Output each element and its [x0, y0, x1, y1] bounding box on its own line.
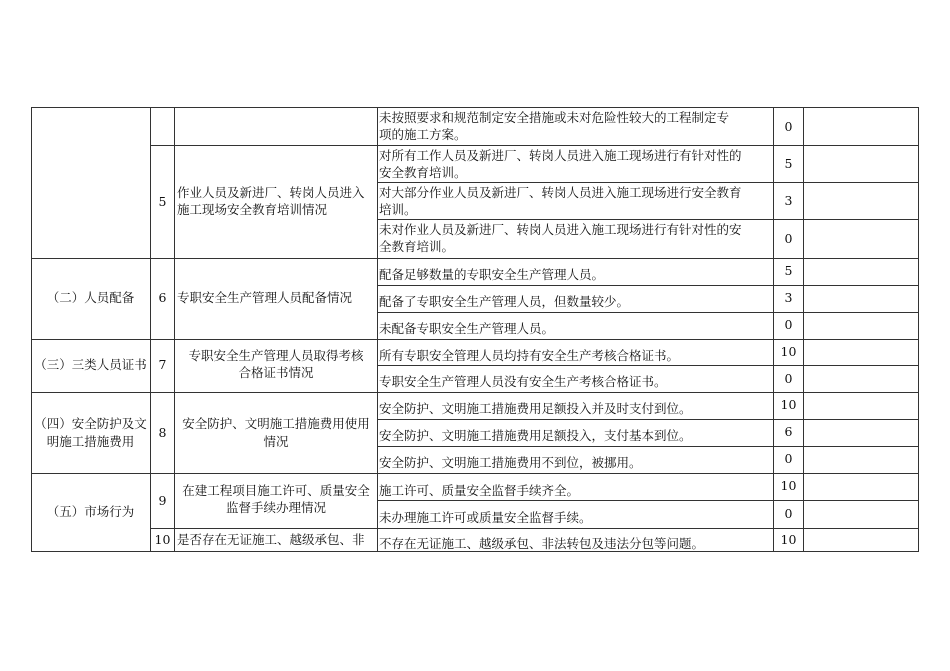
criteria-text: 未配备专职安全生产管理人员。: [379, 321, 555, 336]
item-description: 监督手续办理情况: [225, 500, 326, 515]
criteria-text: 未办理施工许可或质量安全监督手续。: [379, 510, 592, 525]
criteria-text: 项的施工方案。: [379, 127, 467, 142]
grid-line: [377, 219, 919, 220]
criteria-text: 安全教育培训。: [379, 165, 467, 180]
criteria-text: 安全防护、文明施工措施费用不到位，被挪用。: [379, 455, 642, 470]
item-description: 是否存在无证施工、越级承包、非: [177, 532, 365, 547]
score-cell: 3: [784, 193, 793, 208]
criteria-text: 配备了专职安全生产管理人员，但数量较少。: [379, 294, 630, 309]
criteria-text: 不存在无证施工、越级承包、非法转包及违法分包等问题。: [379, 536, 705, 551]
grid-line: [150, 528, 919, 529]
score-cell: 0: [784, 317, 793, 332]
criteria-text: 施工许可、质量安全监督手续齐全。: [379, 483, 580, 498]
score-cell: 10: [780, 344, 797, 359]
item-description: 专职安全生产管理人员取得考核: [188, 348, 364, 363]
category-label: （五）市场行为: [46, 504, 135, 519]
grid-line: [377, 419, 919, 420]
criteria-text: 安全防护、文明施工措施费用足额投入，支付基本到位。: [379, 428, 692, 443]
item-description: 作业人员及新进厂、转岗人员进入: [177, 185, 365, 200]
score-cell: 5: [784, 156, 793, 171]
criteria-text: 对所有工作人员及新进厂、转岗人员进入施工现场进行有针对性的: [379, 148, 742, 163]
score-cell: 5: [784, 263, 793, 278]
criteria-text: 未对作业人员及新进厂、转岗人员进入施工现场进行有针对性的安: [379, 222, 742, 237]
grid-line: [31, 392, 919, 393]
score-cell: 0: [784, 451, 793, 466]
score-cell: 0: [784, 506, 793, 521]
criteria-text: 配备足够数量的专职安全生产管理人员。: [379, 267, 605, 282]
grid-line: [31, 107, 919, 108]
category-label: （三）三类人员证书: [34, 357, 147, 372]
grid-line: [31, 339, 919, 340]
item-description: 合格证书情况: [238, 365, 314, 380]
criteria-text: 专职安全生产管理人员没有安全生产考核合格证书。: [379, 374, 667, 389]
grid-line: [150, 107, 151, 552]
item-number: 6: [158, 290, 167, 305]
item-number: 9: [158, 493, 167, 508]
grid-line: [918, 107, 919, 552]
criteria-text: 所有专职安全管理人员均持有安全生产考核合格证书。: [379, 348, 680, 363]
criteria-text: 安全防护、文明施工措施费用足额投入并及时支付到位。: [379, 401, 692, 416]
criteria-text: 全教育培训。: [379, 239, 455, 254]
item-number: 5: [158, 194, 167, 209]
grid-line: [31, 107, 32, 552]
score-cell: 10: [780, 478, 797, 493]
item-number: 7: [158, 357, 167, 372]
grid-line: [377, 365, 919, 366]
grid-line: [377, 312, 919, 313]
grid-line: [377, 107, 378, 552]
category-label: （四）安全防护及文: [34, 416, 147, 431]
item-description: 情况: [263, 434, 289, 449]
grid-line: [31, 258, 919, 259]
score-cell: 0: [784, 119, 793, 134]
item-description: 施工现场安全教育培训情况: [177, 202, 328, 217]
grid-line: [377, 446, 919, 447]
grid-line: [803, 107, 804, 552]
score-cell: 6: [784, 424, 793, 439]
grid-line: [377, 285, 919, 286]
score-cell: 0: [784, 371, 793, 386]
criteria-text: 对大部分作业人员及新进厂、转岗人员进入施工现场进行安全教育: [379, 185, 742, 200]
criteria-text: 未按照要求和规范制定安全措施或未对危险性较大的工程制定专: [379, 110, 730, 125]
item-description: 在建工程项目施工许可、质量安全: [182, 483, 370, 498]
grid-line: [31, 473, 919, 474]
grid-line: [377, 500, 919, 501]
score-cell: 0: [784, 231, 793, 246]
score-cell: 3: [784, 290, 793, 305]
category-label: （二）人员配备: [46, 290, 135, 305]
item-number: 10: [154, 532, 171, 547]
item-number: 8: [158, 425, 167, 440]
score-cell: 10: [780, 397, 797, 412]
score-cell: 10: [780, 532, 797, 547]
item-description: 安全防护、文明施工措施费用使用: [182, 416, 370, 431]
grid-line: [150, 145, 919, 146]
grid-line: [377, 182, 919, 183]
criteria-text: 培训。: [379, 202, 417, 217]
item-description: 专职安全生产管理人员配备情况: [177, 290, 353, 305]
category-label: 明施工措施费用: [46, 434, 135, 449]
